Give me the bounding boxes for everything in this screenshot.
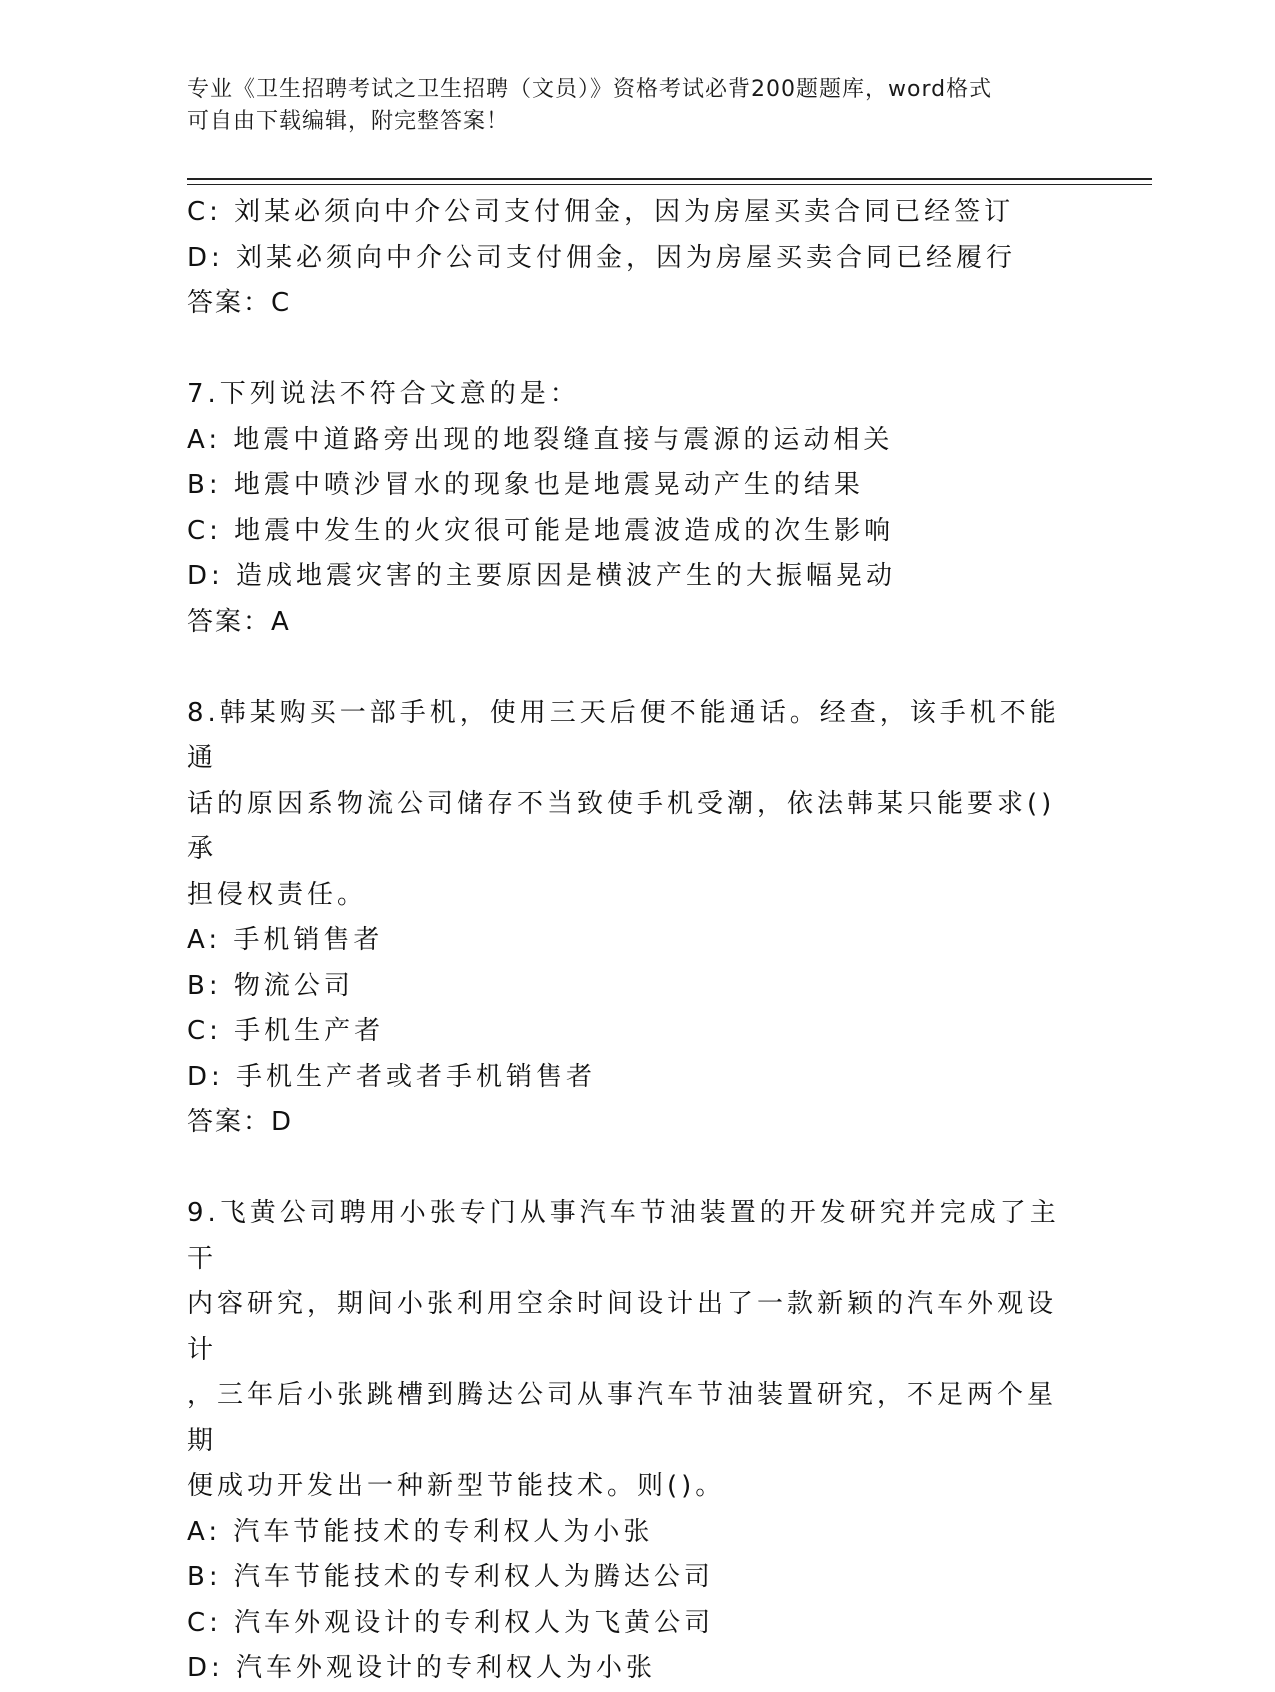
header-line-1: 专业《卫生招聘考试之卫生招聘（文员）》资格考试必背200题题库，word格式 xyxy=(187,77,993,102)
option-a: A: 汽车节能技术的专利权人为小张 xyxy=(187,1516,654,1547)
page-header xyxy=(187,74,1067,138)
question-stem-line: 便成功开发出一种新型节能技术。则()。 xyxy=(187,1471,726,1501)
option-c: C: 手机生产者 xyxy=(187,1016,385,1046)
option-c: C: 刘某必须向中介公司支付佣金，因为房屋买卖合同已经签订 xyxy=(187,197,1015,227)
question-content xyxy=(187,190,1067,1692)
question-stem: 7.下列说法不符合文意的是： xyxy=(187,379,580,409)
question-stem-line: 话的原因系物流公司储存不当致使手机受潮，依法韩某只能要求()承 xyxy=(187,788,1056,864)
option-b: B: 物流公司 xyxy=(187,970,354,1001)
option-b: B: 地震中喷沙冒水的现象也是地震晃动产生的结果 xyxy=(187,470,864,500)
option-c: C: 地震中发生的火灾很可能是地震波造成的次生影响 xyxy=(187,515,895,546)
answer-line: 答案：C xyxy=(187,288,292,318)
question-stem-line: 内容研究，期间小张利用空余时间设计出了一款新颖的汽车外观设计 xyxy=(187,1289,1058,1365)
option-b: B: 汽车节能技术的专利权人为腾达公司 xyxy=(187,1562,714,1592)
question-stem-line: 9.飞黄公司聘用小张专门从事汽车节油装置的开发研究并完成了主干 xyxy=(187,1198,1060,1274)
option-d: D: 手机生产者或者手机销售者 xyxy=(187,1061,597,1092)
option-c: C: 汽车外观设计的专利权人为飞黄公司 xyxy=(187,1607,715,1638)
spacer xyxy=(187,327,1067,373)
header-divider-thick xyxy=(187,178,1152,180)
option-d: D: 刘某必须向中介公司支付佣金，因为房屋买卖合同已经履行 xyxy=(187,242,1017,273)
spacer xyxy=(187,1146,1067,1192)
option-a: A: 地震中道路旁出现的地裂缝直接与震源的运动相关 xyxy=(187,424,894,455)
header-line-2: 可自由下载编辑，附完整答案！ xyxy=(187,109,510,134)
answer-line: 答案：D xyxy=(187,1107,294,1137)
header-divider-thin xyxy=(187,184,1152,185)
question-stem-line: 8.韩某购买一部手机，使用三天后便不能通话。经查，该手机不能通 xyxy=(187,697,1060,773)
spacer xyxy=(187,645,1067,691)
answer-line: 答案：A xyxy=(187,606,291,637)
question-7 xyxy=(187,372,1067,645)
question-6-continued xyxy=(187,190,1067,327)
question-9 xyxy=(187,1191,1067,1692)
question-8 xyxy=(187,691,1067,1146)
option-d: D: 汽车外观设计的专利权人为小张 xyxy=(187,1653,657,1683)
question-stem-line: 担侵权责任。 xyxy=(187,879,368,910)
option-d: D: 造成地震灾害的主要原因是横波产生的大振幅晃动 xyxy=(187,561,897,591)
option-a: A: 手机销售者 xyxy=(187,925,384,955)
question-stem-line: ，三年后小张跳槽到腾达公司从事汽车节油装置研究，不足两个星期 xyxy=(187,1380,1058,1456)
